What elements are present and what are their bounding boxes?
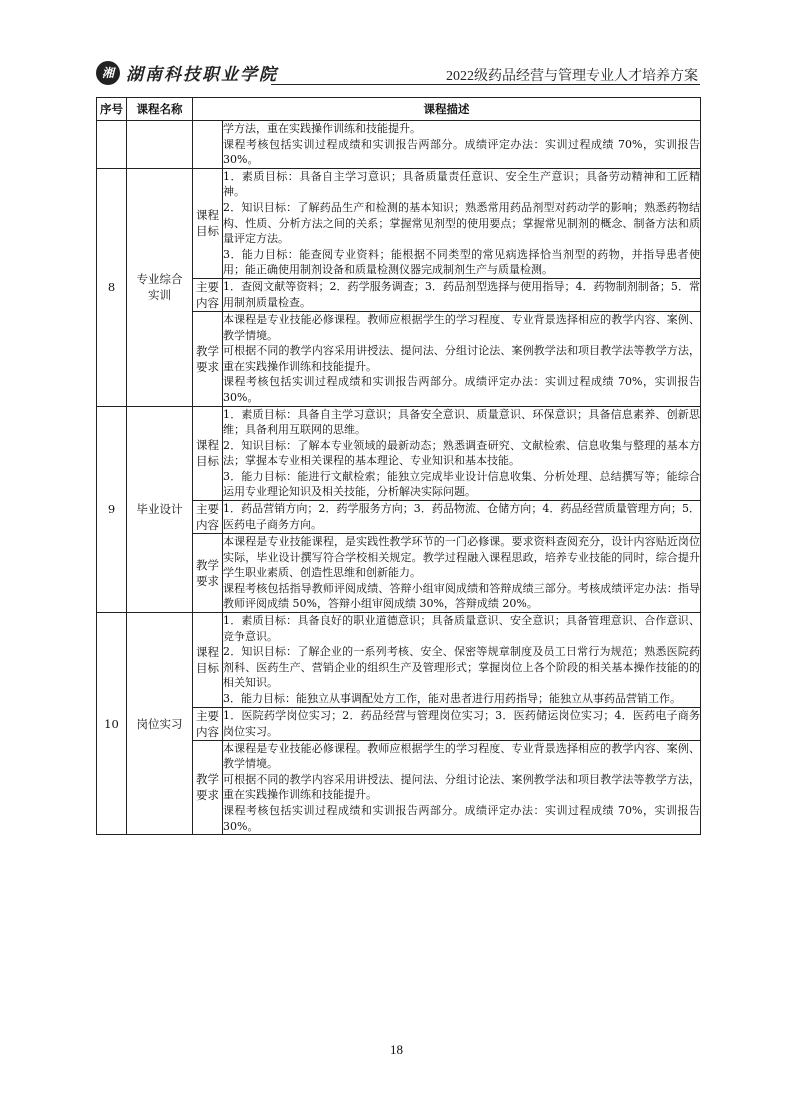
table-row (97, 406, 701, 501)
content-label: 主要内容 (193, 707, 223, 740)
course-number: 10 (97, 613, 127, 835)
page-header (96, 60, 700, 90)
school-logo (96, 60, 278, 85)
course-name: 岗位实习 (127, 613, 193, 835)
continuation-text: 学方法，重在实践操作训练和技能提升。 课程考核包括实训过程成绩和实训报告两部分。成绩评定办法：实训过程成绩 70%，实训报告 30%。 (223, 121, 701, 169)
goals-label: 课程目标 (193, 613, 223, 708)
table-row-continuation (97, 121, 701, 169)
content-label: 主要内容 (193, 501, 223, 534)
req-text: 本课程是专业技能必修课程。教师应根据学生的学习程度、专业背景选择相应的教学内容、案例、教学情境。 可根据不同的教学内容采用讲授法、提问法、分组讨论法、案例教学法和项目教学法等教学方法，重在实践操作训练和技能提升。 课程考核包括实训过程成绩和实训报告两部分。成绩评定办法：实训过程成绩 70%，实训报告 30%。 (223, 740, 701, 835)
req-text: 本课程是专业技能课程，是实践性教学环节的一门必修课。要求资料查阅充分，设计内容贴近岗位实际，毕业设计撰写符合学校相关规定。教学过程融入课程思政，培养专业技能的同时，综合提升学生职业素质、创造性思维和创新能力。 课程考核包括指导教师评阅成绩、答辩小组审阅成绩和答辩成绩三部分。考核成绩评定办法：指导教师评阅成绩 50%，答辩小组审阅成绩 30%，答辩成绩 20%。 (223, 534, 701, 613)
course-table (96, 97, 701, 835)
col-header-num: 序号 (97, 98, 127, 121)
goals-label: 课程目标 (193, 168, 223, 278)
content-text: 1．药品营销方向；2．药学服务方向；3．药品物流、仓储方向；4．药品经营质量管理方向；5．医药电子商务方向。 (223, 501, 701, 534)
course-name: 毕业设计 (127, 406, 193, 613)
school-seal-icon: 湘 (96, 61, 120, 85)
goals-text: 1．素质目标：具备自主学习意识；具备安全意识、质量意识、环保意识；具备信息素养、创新思维；具备利用互联网的思维。 2．知识目标：了解本专业领域的最新动态；熟悉调查研究、文献检索、信息收集与整理的基本方法；掌握本专业相关课程的基本理论、专业知识和基本技能。 3．能力目标：能进行文献检索；能独立完成毕业设计信息收集、分析处理、总结撰写等；能综合运用专业理论知识及相关技能，分析解决实际问题。 (223, 406, 701, 501)
col-header-name: 课程名称 (127, 98, 193, 121)
req-label: 教学要求 (193, 740, 223, 835)
goals-text: 1．素质目标：具备良好的职业道德意识；具备质量意识、安全意识；具备管理意识、合作意识、竞争意识。 2．知识目标：了解企业的一系列考核、安全、保密等规章制度及员工日常行为规范；熟悉医院药剂科、医药生产、营销企业的组织生产及管理形式；掌握岗位上各个阶段的相关基本操作技能的的相关知识。 3．能力目标：能独立从事调配处方工作，能对患者进行用药指导；能独立从事药品营销工作。 (223, 613, 701, 708)
school-name: 湖南科技职业学院 (126, 65, 278, 85)
req-label: 教学要求 (193, 534, 223, 613)
table-row (97, 613, 701, 708)
goals-text: 1．素质目标：具备自主学习意识；具备质量责任意识、安全生产意识；具备劳动精神和工匠精神。 2．知识目标：了解药品生产和检测的基本知识；熟悉常用药品剂型对药动学的影响；熟悉药物结构、性质、分析方法之间的关系；掌握常见剂型的使用要点；掌握常见制剂的概念、制备方法和质量评定方法。 3．能力目标：能查阅专业资料；能根据不同类型的常见病选择恰当剂型的药物，并指导患者使用；能正确使用制剂设备和质量检测仪器完成制剂生产与质量检测。 (223, 168, 701, 278)
page-number: 18 (390, 1042, 403, 1057)
content-label: 主要内容 (193, 278, 223, 311)
req-text: 本课程是专业技能必修课程。教师应根据学生的学习程度、专业背景选择相应的教学内容、案例、教学情境。 可根据不同的教学内容采用讲授法、提问法、分组讨论法、案例教学法和项目教学法等教学方法，重在实践操作训练和技能提升。 课程考核包括实训过程成绩和实训报告两部分。成绩评定办法：实训过程成绩 70%，实训报告 30%。 (223, 311, 701, 406)
course-number: 9 (97, 406, 127, 613)
table-header-row (97, 98, 701, 121)
col-header-desc: 课程描述 (193, 98, 701, 121)
req-label: 教学要求 (193, 311, 223, 406)
table-row (97, 168, 701, 278)
document-title: 2022级药品经营与管理专业人才培养方案 (446, 69, 698, 84)
header-rule (271, 84, 700, 85)
course-name: 专业综合实训 (127, 168, 193, 406)
course-number: 8 (97, 168, 127, 406)
content-text: 1．医院药学岗位实习；2．药品经营与管理岗位实习；3．医药储运岗位实习；4．医药电子商务岗位实习。 (223, 707, 701, 740)
content-text: 1．查阅文献等资料；2．药学服务调查；3．药品剂型选择与使用指导；4．药物制剂制备；5．常用制剂质量检查。 (223, 278, 701, 311)
goals-label: 课程目标 (193, 406, 223, 501)
